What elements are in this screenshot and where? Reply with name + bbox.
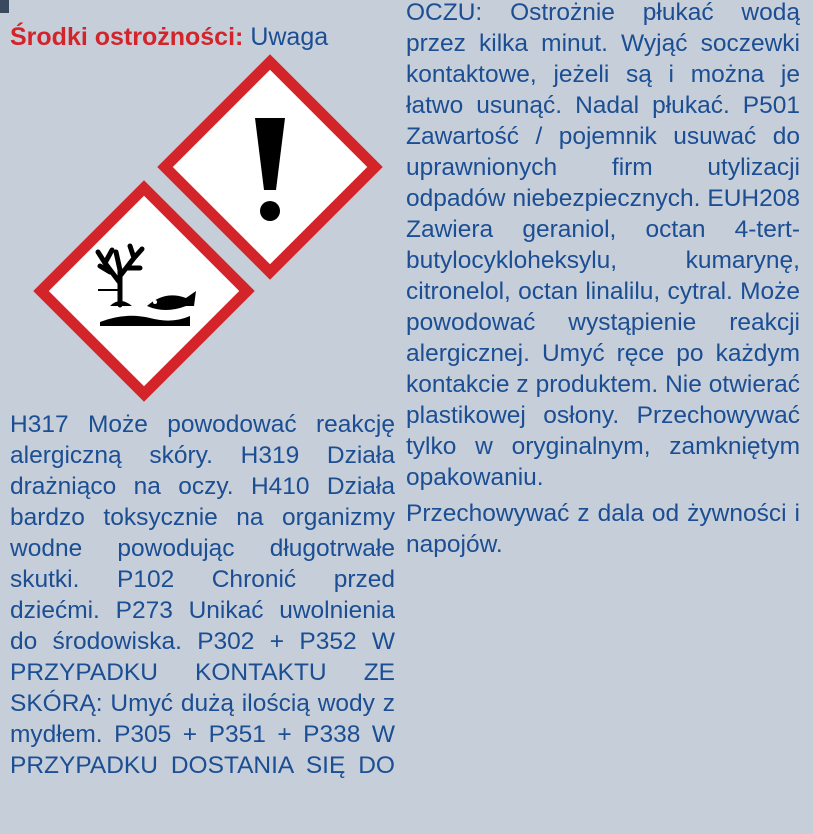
hazard-statements-left bbox=[10, 409, 395, 781]
storage-statement: Przechowywać z dala od żywności i napojów. bbox=[406, 500, 800, 558]
ghs-pictograms bbox=[0, 0, 400, 420]
left-column-text: H317 Może powodować reakcję alergiczną skóry. H319 Działa drażniąco na oczy. H410 Działa bardzo toksycznie na organizmy wodne powodując długotrwałe skutki. P102 Chronić przed dziećmi. P273 Unikać uwolnienia do środowiska. P302 + P352 W PRZYPADKU KONTAKTU ZE SKÓRĄ: Umyć dużą ilością wody z mydłem. P305 + P351 + P338 W PRZYPADKU DOSTANIA SIĘ DO bbox=[10, 411, 395, 779]
right-column-text: OCZU: Ostrożnie płukać wodą przez kilka minut. Wyjąć soczewki kontaktowe, jeżeli są i można je łatwo usunąć. Nadal płukać. P501 Zawartość / pojemnik usuwać do uprawnionych firm utylizacji odpadów niebezpiecznych. EUH208 Zawiera geraniol, octan 4-tert-butylocykloheksylu, kumarynę, citronelol, octan linalilu, cytral. Może powodować wystąpienie reakcji alergicznej. Umyć ręce po każdym kontakcie z produktem. Nie otwierać plastikowej osłony. Przechowywać tylko w oryginalnym, zamkniętym opakowaniu. bbox=[406, 0, 800, 491]
precautions-label: Środki ostrożności: bbox=[10, 23, 244, 51]
hazard-statements-right bbox=[406, 0, 800, 560]
signal-word: Uwaga bbox=[250, 23, 329, 51]
